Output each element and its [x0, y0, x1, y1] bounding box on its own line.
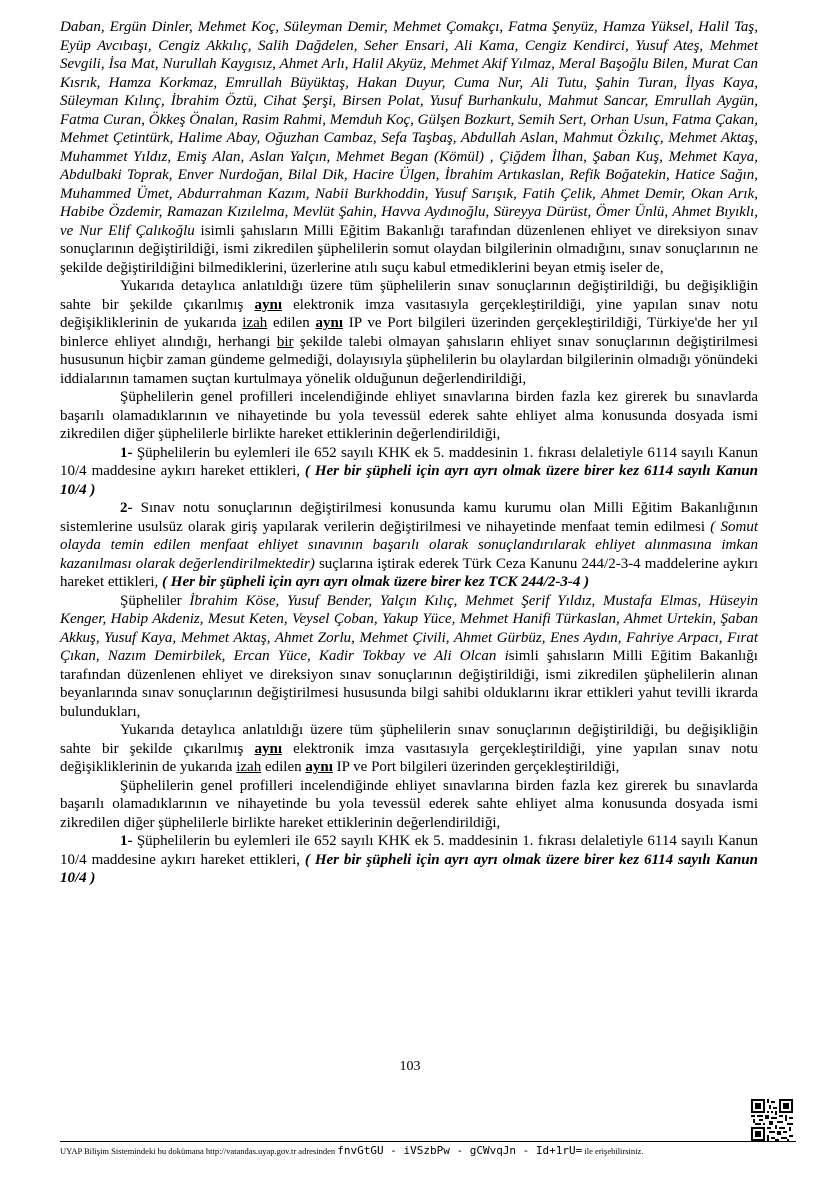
paragraph-charge-3: 1- Şüphelilerin bu eylemleri ile 652 sayılı KHK ek 5. maddesinin 1. fıkrası delaletiyle 6114 sayılı Kanun 10/4 maddesine aykırı hareket ettikleri, ( Her bir şüpheli için ayrı ayrı olmak üzere birer kez 6114 sayılı Kanun 10/4 ) [60, 833, 758, 886]
paragraph-charge-1: 1- Şüphelilerin bu eylemleri ile 652 sayılı KHK ek 5. maddesinin 1. fıkrası delaletiyle 6114 sayılı Kanun 10/4 maddesine aykırı hareket ettikleri, ( Her bir şüpheli için ayrı ayrı olmak üzere birer kez 6114 sayılı Kanun 10/4 ) [60, 444, 758, 498]
paragraph-suspects-2: Şüpheliler İbrahim Köse, Yusuf Bender, Yalçın Kılıç, Mehmet Şerif Yıldız, Mustafa Elmas, Hüseyin Kenger, Habip Akdeniz, Mesut Keten, Veysel Çoban, Yakup Yüce, Mehmet Hanifi Türkaslan, Ahmet Urtekin, Şaban Akkuş, Yusuf Kaya, Mehmet Aktaş, Ahmet Zorlu, Mehmet Çivili, Ahmet Gürbüz, Enes Aydın, Fahriye Arpacı, Fırat Çıkan, Nazım Demirbilek, Ercan Yüce, Kadir Tokbay ve Ali Olcan isimli şahısların Milli Eğitim Bakanlığı tarafından düzenlenen ehliyet ve direksiyon sınav sonuçlarının değiştirildiği, ismi zikredilen şüphelilerin alınan beyanlarında sınav sonuçlarının değiştirilmesi hususunda bilgi sahibi olduklarını ikrar ettikleri yahut tevilli ikrarda bulundukları, [60, 592, 758, 720]
paragraph-charge-2: 2- Sınav notu sonuçlarının değiştirilmesi konusunda kamu kurumu olan Milli Eğitim Bakanlığının sistemlerine usulsüz olarak giriş yapılarak verilerin değiştirilmesi ve nihayetinde menfaat temin edilmesi ( Somut olayda temin edilen menfaat ehliyet sınavının başarılı olarak sonuçlandırılarak ehliyet alınmasına imkan kazanılması olarak değerlendirilmektedir) suçlarına iştirak ederek Türk Ceza Kanunu 244/2-3-4 maddelerine aykırı hareket ettikleri, ( Her bir şüpheli için ayrı ayrı olmak üzere birer kez TCK 244/2-3-4 ) [60, 500, 759, 590]
qr-code-icon [751, 1099, 793, 1141]
paragraph-profiles-1: Şüphelilerin genel profilleri incelendiğinde ehliyet sınavlarına birden fazla kez girerek bu sınavlarda başarılı olamadıklarının ve nihayetinde bu yola tevessül ederek sahte ehliyet alma konusunda dosyada ismi zikredilen diğer şüphelilerle birlikte hareket ettiklerinin değerlendirildiği, [60, 389, 758, 442]
footer: UYAP Bilişim Sistemindeki bu dokümana http://vatandas.uyap.gov.tr adresinden fnvGtGU - iVSzbPw - gCWvqJn - Id+1rU= ile erişebilirsiniz. [60, 1144, 644, 1157]
paragraph-evaluation-2: Yukarıda detaylıca anlatıldığı üzere tüm şüphelilerin sınav sonuçlarının değiştirildiği, bu değişikliğin sahte bir şekilde çıkarılmış aynı elektronik imza vasıtasıyla gerçekleştirildiği, yine yapılan sınav notu değişikliklerinin de yukarıda izah edilen aynı IP ve Port bilgileri üzerinden gerçekleştirildiği, [60, 722, 758, 775]
paragraph-names-list: Daban, Ergün Dinler, Mehmet Koç, Süleyman Demir, Mehmet Çomakçı, Fatma Şenyüz, Hamza Yüksel, Halil Taş, Eyüp Avcıbaşı, Cengiz Akkılıç, Salih Dağdelen, Seher Ensari, Ali Kama, Cengiz Kendirci, Yusuf Ateş, Mehmet Sevgili, İsa Mat, Nurullah Kaygısız, Ahmet Arlı, Halil Akyüz, Mehmet Akif Yılmaz, Meral Başoğlu Bilen, Murat Can Kısrık, Hamza Korkmaz, Emrullah Büyüktaş, Hakan Duyur, Cuma Nur, Ali Tutu, Şahin Turan, İlyas Kaya, Süleyman Kılınç, İbrahim Öztü, Cihat Şerşi, Birsen Polat, Yusuf Burhankulu, Mahmut Sancar, Emrullah Aygün, Fatma Curan, Ökkeş Önalan, Rasim Rahmi, Memduh Koç, Gülşen Bozkurt, Semih Sert, Orhan Usun, Fatma Çakan, Mehmet Çetintürk, Halime Abay, Oğuzhan Cambaz, Sefa Taşbaş, Abdullah Aslan, Mahmut Özkılıç, Mehmet Aktaş, Muhammet Yıldız, Emiş Alan, Aslan Yalçın, Mehmet Began (Kömül) , Çiğdem İlhan, Şaban Kuş, Mehmet Kaya, Abdulbaki Toprak, Enver Nurdoğan, Bilal Dik, Hacire Ülgen, İbrahim Artıkaslan, Refik Boğatekin, Hatice Sağın, Muhammed Ümet, Abdurrahman Kazım, Nabii Burkhoddin, Yusuf Sarışık, Fatih Çelik, Ahmet Demir, Okan Arık, Habibe Özdemir, Ramazan Kızılelma, Mevlüt Şahin, Havva Aydınoğlu, Süreyya Dürüst, Ömer Ünlü, Ahmet Bıyıklı, ve Nur Elif Çalıkoğlu isimli şahısların Milli Eğitim Bakanlığı tarafından düzenlenen ehliyet ve direksiyon sınav sonuçlarının değiştirildiği, ismi zikredilen şüphelilerin somut olaydan bilgilerinin olmadığını, sınav sonuçlarının ne şekilde değiştirildiğini bilmediklerini, üzerlerine atılı suçu kabul etmediklerini beyan etmiş iseler de, [60, 19, 758, 276]
document-body [60, 18, 758, 888]
page-number: 103 [399, 1059, 421, 1074]
paragraph-evaluation-1: Yukarıda detaylıca anlatıldığı üzere tüm şüphelilerin sınav sonuçlarının değiştirildiği, bu değişikliğin sahte bir şekilde çıkarılmış aynı elektronik imza vasıtasıyla gerçekleştirildiği, yine yapılan sınav notu değişikliklerinin de yukarıda izah edilen aynı IP ve Port bilgileri üzerinden gerçekleştirildiği, Türkiye'de her yıl binlerce ehliyet alındığı, herhangi bir şekilde talebi olmayan şahısların ehliyet sınav sonuçlarının değiştirilmesi hususunun hiçbir zaman gündeme gelmediği, dolayısıyla şüphelilerin bu olaylardan bilgilerinin olmadığı yönündeki iddialarının tamamen suçtan kurtulmaya yönelik olduğunun değerlendirildiği, [60, 278, 758, 387]
suspect-names: Daban, Ergün Dinler, Mehmet Koç, Süleyman Demir, Mehmet Çomakçı, Fatma Şenyüz, Hamza Yüksel, Halil Taş, Eyüp Avcıbaşı, Cengiz Akkılıç, Salih Dağdelen, Seher Ensari, Ali Kama, Cengiz Kendirci, Yusuf Ateş, Mehmet Sevgili, İsa Mat, Nurullah Kaygısız, Ahmet Arlı, Halil Akyüz, Mehmet Akif Yılmaz, Meral Başoğlu Bilen, Murat Can Kısrık, Hamza Korkmaz, Emrullah Büyüktaş, Hakan Duyur, Cuma Nur, Ali Tutu, Şahin Turan, İlyas Kaya, Süleyman Kılınç, İbrahim Öztü, Cihat Şerşi, Birsen Polat, Yusuf Burhankulu, Mahmut Sancar, Emrullah Aygün, Fatma Curan, Ökkeş Önalan, Rasim Rahmi, Memduh Koç, Gülşen Bozkurt, Semih Sert, Orhan Usun, Fatma Çakan, Mehmet Çetintürk, Halime Abay, Oğuzhan Cambaz, Sefa Taşbaş, Abdullah Aslan, Mahmut Özkılıç, Mehmet Aktaş, Muhammet Yıldız, Emiş Alan, Aslan Yalçın, Mehmet Began (Kömül) , Çiğdem İlhan, Şaban Kuş, Mehmet Kaya, Abdulbaki Toprak, Enver Nurdoğan, Bilal Dik, Hacire Ülgen, İbrahim Artıkaslan, Refik Boğatekin, Hatice Sağın, Muhammed Ümet, Abdurrahman Kazım, Nabii Burkhoddin, Yusuf Sarışık, Fatih Çelik, Ahmet Demir, Okan Arık, Habibe Özdemir, Ramazan Kızılelma, Mevlüt Şahin, Havva Aydınoğlu, Süreyya Dürüst, Ömer Ünlü, Ahmet Bıyıklı, ve Nur Elif Çalıkoğlu [60, 19, 758, 239]
verification-code: fnvGtGU - iVSzbPw - gCWvqJn - Id+1rU= [337, 1144, 583, 1157]
suspect-names-2: İbrahim Köse, Yusuf Bender, Yalçın Kılıç, Mehmet Şerif Yıldız, Mustafa Elmas, Hüseyin Kenger, Habip Akdeniz, Mesut Keten, Veysel Çoban, Yakup Yüce, Mehmet Hanifi Türkaslan, Ahmet Urtekin, Şaban Akkuş, Yusuf Kaya, Mehmet Aktaş, Ahmet Zorlu, Mehmet Çivili, Ahmet Gürbüz, Enes Aydın, Fahriye Arpacı, Fırat Çıkan, Nazım Demirbilek, Ercan Yüce, Kadir Tokbay ve Ali Olcan i [60, 592, 758, 664]
paragraph-profiles-2: Şüphelilerin genel profilleri incelendiğinde ehliyet sınavlarına birden fazla kez girerek bu sınavlarda başarılı olamadıklarının ve nihayetinde bu yola tevessül ederek sahte ehliyet alma konusunda dosyada ismi zikredilen diğer şüphelilerle birlikte hareket ettiklerinin değerlendirildiği, [60, 777, 758, 831]
footer-divider [60, 1141, 796, 1142]
